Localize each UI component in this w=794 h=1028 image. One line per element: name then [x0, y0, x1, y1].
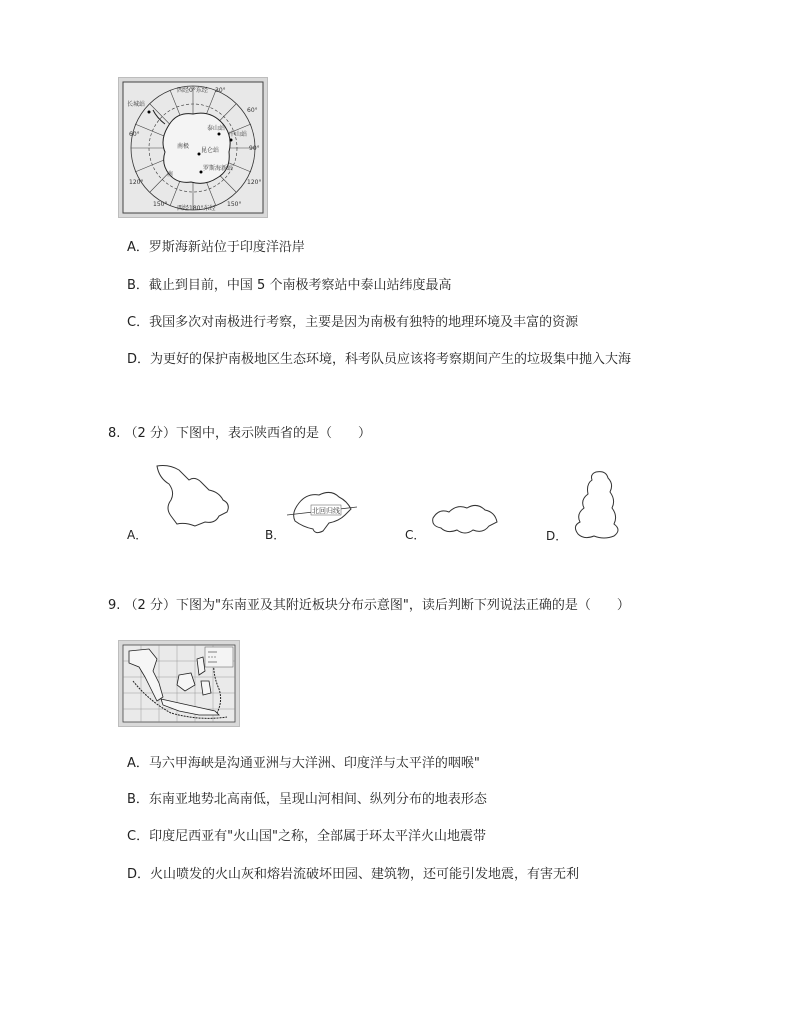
label-south: 南	[167, 171, 174, 178]
label-pole-region: 南极	[177, 143, 190, 150]
label-150-deg: 150°	[227, 201, 242, 208]
southeast-asia-plate-figure	[118, 640, 240, 727]
label-150-deg-west: 150°	[153, 201, 168, 208]
question-number: 8.	[108, 426, 121, 441]
label-bottom-meridian: 西经180°东经	[177, 205, 216, 212]
option-letter: D．	[127, 352, 151, 367]
label-luosihai-station: 罗斯海新站	[203, 165, 234, 172]
q7-option-a[interactable]	[127, 239, 305, 257]
tropic-label: 北回归线	[312, 507, 340, 515]
option-text: 马六甲海峡是沟通亚洲与大洋洲、印度洋与太平洋的咽喉"	[148, 756, 480, 771]
option-text: 截止到目前，中国 5 个南极考察站中泰山站纬度最高	[148, 278, 452, 293]
q8-map-b[interactable]	[265, 485, 365, 545]
map-d-letter: D．	[546, 529, 568, 543]
q9-option-b[interactable]	[127, 791, 487, 809]
option-letter: C．	[127, 315, 150, 330]
option-text: 我国多次对南极进行考察，主要是因为南极有独特的地理环境及丰富的资源	[149, 315, 579, 330]
option-letter: B．	[127, 792, 149, 807]
map-a-letter: A．	[127, 528, 148, 542]
label-taishan-station: 泰山站	[207, 125, 226, 132]
q9-stem	[108, 597, 630, 615]
antarctica-map-figure	[118, 77, 268, 218]
q8-map-c[interactable]	[405, 496, 505, 546]
option-text: 为更好的保护南极地区生态环境，科考队员应该将考察期间产生的垃圾集中抛入大海	[150, 352, 632, 367]
q7-option-b[interactable]	[127, 277, 451, 295]
option-letter: C．	[127, 829, 150, 844]
label-60-deg: 60°	[247, 107, 258, 114]
question-text: （2 分）下图中，表示陕西省的是（ ）	[124, 426, 371, 441]
label-kunlun-station: 昆仑站	[201, 147, 220, 154]
label-30-deg: 30°	[215, 87, 226, 94]
option-letter: A．	[127, 756, 149, 771]
option-text: 火山喷发的火山灰和熔岩流破坏田园、建筑物，还可能引发地震，有害无利	[150, 867, 580, 882]
antarctica-map-svg	[119, 78, 267, 217]
label-120-deg: 120°	[247, 179, 262, 186]
map-b-letter: B．	[265, 528, 286, 542]
option-letter: A．	[127, 240, 149, 255]
question-text: （2 分）下图为"东南亚及其附近板块分布示意图"，读后判断下列说法正确的是（ ）	[124, 598, 630, 613]
map-b-outline	[285, 485, 359, 539]
label-120-deg-west: 120°	[129, 179, 144, 186]
map-d-outline	[568, 468, 624, 544]
option-letter: D．	[127, 867, 151, 882]
q8-map-d[interactable]	[546, 468, 626, 546]
q7-option-d[interactable]	[127, 351, 631, 369]
q8-stem	[108, 425, 371, 443]
map-c-letter: C．	[405, 528, 426, 542]
map-a-outline	[149, 462, 235, 532]
q9-option-d[interactable]	[127, 866, 579, 884]
question-number: 9.	[108, 598, 121, 613]
q8-map-a[interactable]	[127, 462, 237, 544]
label-zhongshan-station: 中山站	[229, 131, 248, 138]
map-c-outline	[427, 496, 501, 540]
option-letter: B．	[127, 278, 149, 293]
option-text: 罗斯海新站位于印度洋沿岸	[148, 240, 305, 255]
label-60-deg-west: 60°	[129, 131, 140, 138]
label-top-meridian: 西经0°东经	[177, 87, 208, 94]
option-text: 东南亚地势北高南低，呈现山河相间、纵列分布的地表形态	[148, 792, 487, 807]
option-text: 印度尼西亚有"火山国"之称，全部属于环太平洋火山地震带	[149, 829, 487, 844]
southeast-asia-map-svg	[119, 641, 239, 726]
label-changcheng-station: 长城站	[127, 101, 146, 108]
q7-option-c[interactable]	[127, 314, 578, 332]
q9-option-c[interactable]	[127, 828, 486, 846]
q9-option-a[interactable]	[127, 755, 480, 773]
label-90-deg: 90°	[249, 145, 260, 152]
